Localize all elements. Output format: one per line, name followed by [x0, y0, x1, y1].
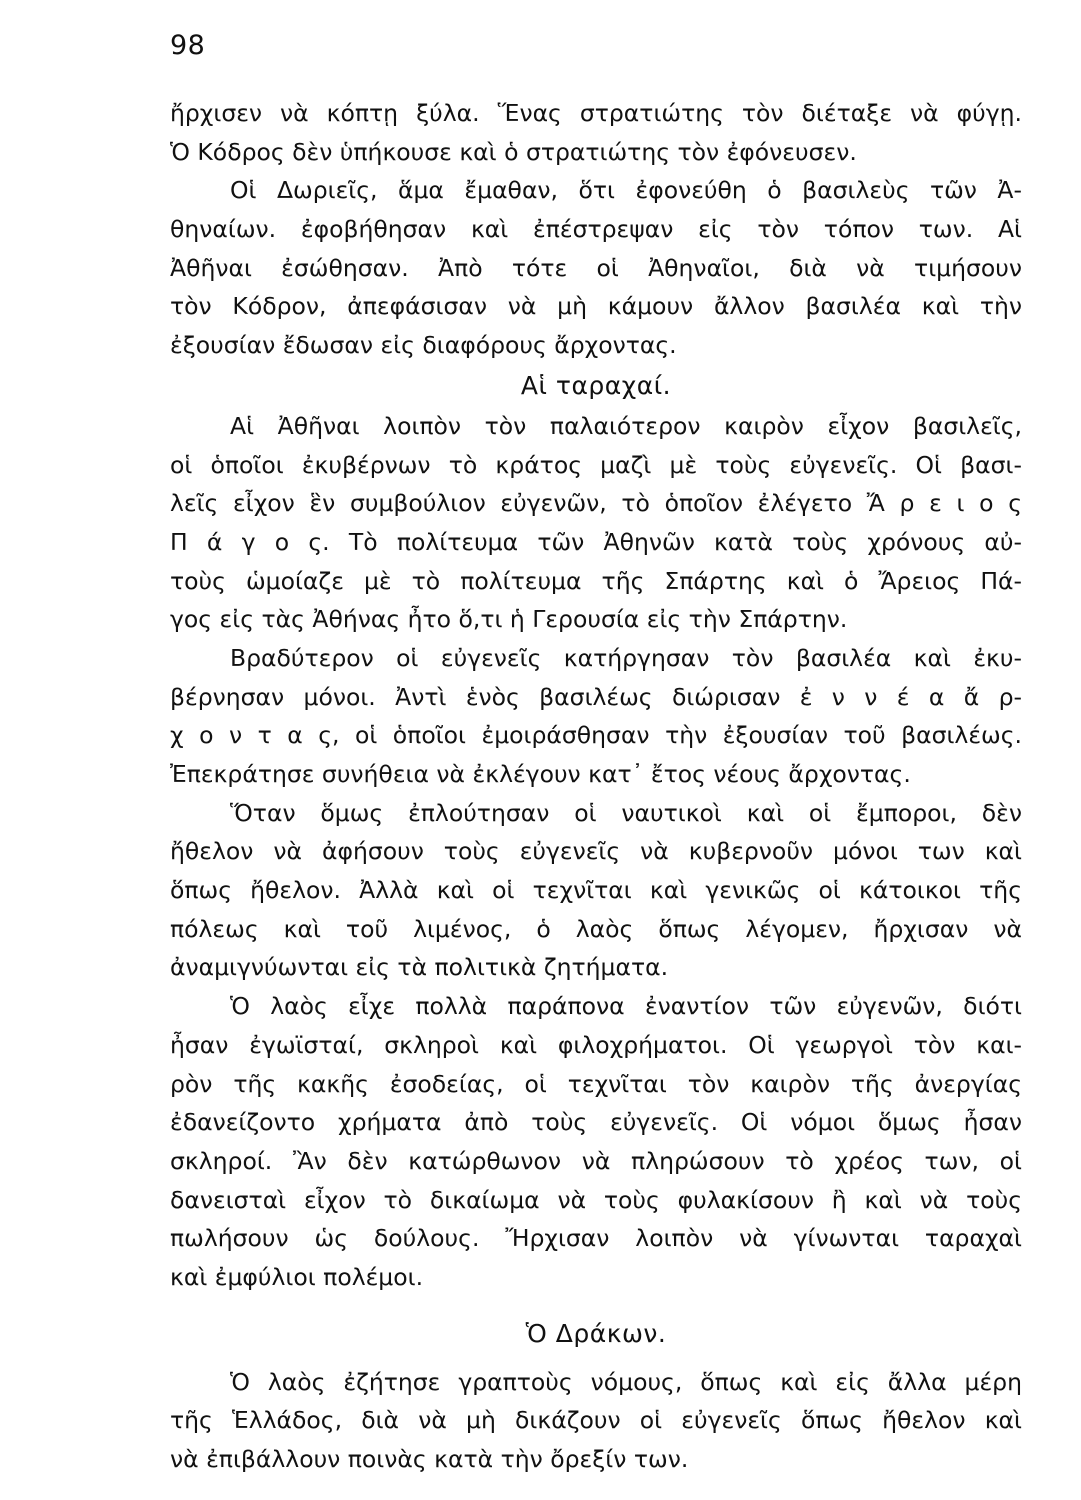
- text-line: ἀναμιγνύωνται εἰς τὰ πολιτικὰ ζητήματα.: [170, 953, 669, 982]
- text-line: ἦσαν ἐγωϊσταί, σκληροὶ καὶ φιλοχρήματοι. Οἱ γεωργοὶ τὸν και-: [170, 1030, 1022, 1059]
- text-line: ἤρχισεν νὰ κόπτῃ ξύλα. Ἕνας στρατιώτης τὸν διέταξε νὰ φύγῃ.: [170, 99, 1022, 127]
- text-line: Ἐπεκράτησε συνήθεια νὰ ἐκλέγουν κατ᾽ ἔτος νέους ἄρχοντας.: [170, 760, 911, 788]
- text-line: βέρνησαν μόνοι. Ἀντὶ ἑνὸς βασιλέως διώρισαν ἐ ν ν έ α ἄ ρ-: [170, 682, 1022, 711]
- text-line: τῆς Ἑλλάδος, διὰ νὰ μὴ δικάζουν οἱ εὐγενεῖς ὅπως ἤθελον καὶ: [170, 1406, 1022, 1435]
- text-line: πωλήσουν ὡς δούλους. Ἤρχισαν λοιπὸν νὰ γίνωνται ταραχαὶ: [170, 1224, 1022, 1253]
- paragraph: [170, 639, 1022, 794]
- text-line: τὸν Κόδρον, ἀπεφάσισαν νὰ μὴ κάμουν ἄλλον βασιλέα καὶ τὴν: [170, 292, 1022, 321]
- text-line: γος εἰς τὰς Ἀθήνας ἦτο ὅ,τι ἡ Γερουσία εἰς τὴν Σπάρτην.: [170, 605, 848, 634]
- text-line: Ὅταν ὅμως ἐπλούτησαν οἱ ναυτικοὶ καὶ οἱ ἔμποροι, δὲν: [230, 798, 1022, 827]
- text-line: λεῖς εἶχον ἓν συμβούλιον εὐγενῶν, τὸ ὁποῖον ἐλέγετο Ἄ ρ ε ι ο ς: [170, 489, 1022, 518]
- text-line: πόλεως καὶ τοῦ λιμένος, ὁ λαὸς ὅπως λέγομεν, ἤρχισαν νὰ: [170, 914, 1022, 943]
- paragraph: [170, 1363, 1022, 1479]
- text-line: δανεισταὶ εἶχον τὸ δικαίωμα νὰ τοὺς φυλακίσουν ἢ καὶ νὰ τοὺς: [170, 1185, 1022, 1214]
- section-heading: Ὁ Δράκων.: [525, 1318, 667, 1348]
- text-line: ρὸν τῆς κακῆς ἐσοδείας, οἱ τεχνῖται τὸν καιρὸν τῆς ἀνεργίας: [170, 1069, 1022, 1098]
- text-line: ἤθελον νὰ ἀφήσουν τοὺς εὐγενεῖς νὰ κυβερνοῦν μόνοι των καὶ: [170, 837, 1022, 866]
- text-line: χ ο ν τ α ς, οἱ ὁποῖοι ἐμοιράσθησαν τὴν ἐξουσίαν τοῦ βασιλέως.: [170, 721, 1022, 750]
- text-line: Ὁ λαὸς εἶχε πολλὰ παράπονα ἐναντίον τῶν εὐγενῶν, διότι: [230, 992, 1022, 1021]
- text-line: Ὁ Κόδρος δὲν ὑπήκουσε καὶ ὁ στρατιώτης τὸν ἐφόνευσεν.: [170, 137, 857, 166]
- text-line: Π ά γ ο ς. Τὸ πολίτευμα τῶν Ἀθηνῶν κατὰ τοὺς χρόνους αὐ-: [170, 527, 1022, 556]
- text-line: ἐδανείζοντο χρήματα ἀπὸ τοὺς εὐγενεῖς. Οἱ νόμοι ὅμως ἦσαν: [170, 1108, 1022, 1137]
- text-line: Ὁ λαὸς ἐζήτησε γραπτοὺς νόμους, ὅπως καὶ εἰς ἄλλα μέρη: [230, 1367, 1022, 1396]
- text-line: ἐξουσίαν ἔδωσαν εἰς διαφόρους ἄρχοντας.: [170, 331, 677, 360]
- text-line: καὶ ἐμφύλιοι πολέμοι.: [170, 1262, 424, 1291]
- text-line: ὅπως ἤθελον. Ἀλλὰ καὶ οἱ τεχνῖται καὶ γενικῶς οἱ κάτοικοι τῆς: [170, 876, 1022, 905]
- text-line: Ἀθῆναι ἐσώθησαν. Ἀπὸ τότε οἱ Ἀθηναῖοι, διὰ νὰ τιμήσουν: [170, 253, 1022, 282]
- text-line: σκληροί. Ἂν δὲν κατώρθωνον νὰ πληρώσουν τὸ χρέος των, οἱ: [170, 1146, 1022, 1175]
- text-line: τοὺς ὡμοίαζε μὲ τὸ πολίτευμα τῆς Σπάρτης καὶ ὁ Ἄρειος Πά-: [170, 566, 1022, 595]
- text-line: Οἱ Δωριεῖς, ἅμα ἔμαθαν, ὅτι ἐφονεύθη ὁ βασιλεὺς τῶν Ἀ-: [230, 176, 1022, 205]
- paragraph: [170, 407, 1022, 639]
- paragraph: [170, 171, 1022, 364]
- text-line: Βραδύτερον οἱ εὐγενεῖς κατήργησαν τὸν βασιλέα καὶ ἐκυ-: [230, 643, 1022, 672]
- text-line: Αἱ Ἀθῆναι λοιπὸν τὸν παλαιότερον καιρὸν εἶχον βασιλεῖς,: [230, 411, 1022, 440]
- text-line: οἱ ὁποῖοι ἐκυβέρνων τὸ κράτος μαζὶ μὲ τοὺς εὐγενεῖς. Οἱ βασι-: [170, 450, 1022, 479]
- page-body: [170, 94, 1022, 1479]
- text-line: νὰ ἐπιβάλλουν ποινὰς κατὰ τὴν ὄρεξίν των.: [170, 1445, 689, 1473]
- paragraph: [170, 794, 1022, 987]
- paragraph: [170, 94, 1022, 171]
- paragraph: [170, 987, 1022, 1297]
- text-line: θηναίων. ἐφοβήθησαν καὶ ἐπέστρεψαν εἰς τὸν τόπον των. Αἱ: [170, 215, 1022, 244]
- section-heading: Αἱ ταραχαί.: [520, 370, 672, 400]
- page-number: 98: [170, 30, 206, 61]
